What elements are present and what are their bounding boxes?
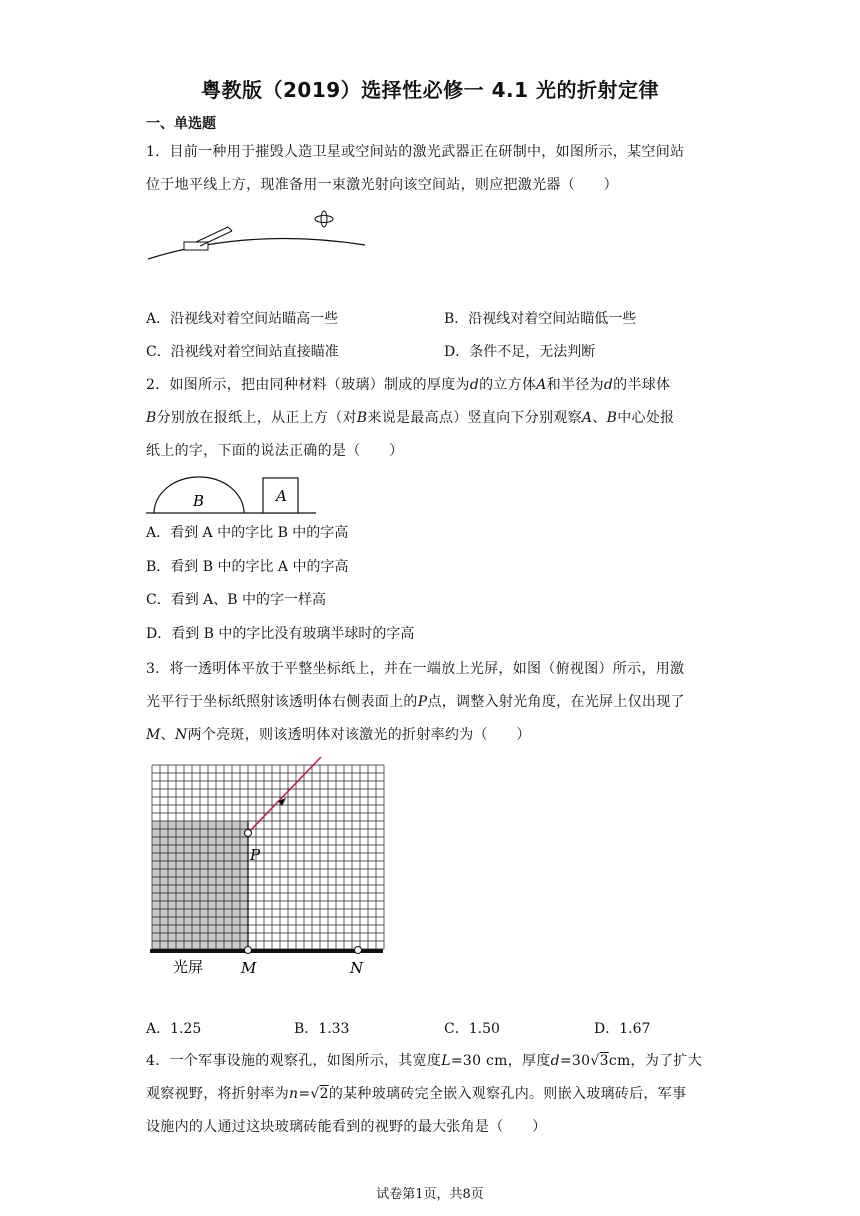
question-1-option-c: C．沿视线对着空间站直接瞄准 xyxy=(146,344,339,360)
question-2-option-d: D．看到 B 中的字比没有玻璃半球时的字高 xyxy=(146,626,415,642)
question-4-line-3: 设施内的人通过这块玻璃砖能看到的视野的最大张角是（ ） xyxy=(146,1119,547,1135)
question-3-line-3: M、N两个亮斑，则该透明体对该激光的折射率约为（ ） xyxy=(146,727,531,743)
label-m: M xyxy=(241,959,257,977)
question-1-figure xyxy=(140,205,370,265)
question-2-option-b: B．看到 B 中的字比 A 中的字高 xyxy=(146,559,349,575)
question-2-line-3: 纸上的字，下面的说法正确的是（ ） xyxy=(146,443,404,459)
label-screen: 光屏 xyxy=(173,958,204,976)
question-3-figure xyxy=(140,760,390,982)
question-2-option-c: C．看到 A、B 中的字一样高 xyxy=(146,592,327,608)
question-4-line-1: 4．一个军事设施的观察孔，如图所示，其宽度L=30 cm，厚度d=30√3cm，为了扩大 xyxy=(146,1053,703,1069)
question-3-option-a: A．1.25 xyxy=(146,1021,202,1037)
question-3-line-1: 3．将一透明体平放于平整坐标纸上，并在一端放上光屏，如图（俯视图）所示，用激 xyxy=(146,661,685,677)
laser-beam xyxy=(248,757,321,833)
question-3-option-d: D．1.67 xyxy=(594,1021,651,1037)
question-3-text xyxy=(146,653,720,752)
question-1-option-d: D．条件不足，无法判断 xyxy=(444,344,596,360)
question-2-figure xyxy=(146,470,321,516)
question-3-line-2: 光平行于坐标纸照射该透明体右侧表面上的P点，调整入射光角度，在光屏上仅出现了 xyxy=(146,694,685,710)
hemisphere-label: B xyxy=(193,492,205,510)
point-m xyxy=(245,947,252,954)
question-2-option-a: A．看到 A 中的字比 B 中的字高 xyxy=(146,525,349,541)
question-4-line-2: 观察视野，将折射率为n=√2的某种玻璃砖完全嵌入观察孔内。则嵌入玻璃砖后，军事 xyxy=(146,1086,687,1102)
point-p xyxy=(245,830,252,837)
question-2-line-1: 2．如图所示，把由同种材料（玻璃）制成的厚度为d的立方体A和半径为d的半球体 xyxy=(146,377,671,393)
question-1-option-b: B．沿视线对着空间站瞄低一些 xyxy=(444,311,637,327)
point-n xyxy=(355,947,362,954)
question-2-text xyxy=(146,369,720,468)
question-1-line-2: 位于地平线上方，现准备用一束激光射向该空间站，则应把激光器（ ） xyxy=(146,177,618,193)
label-p: P xyxy=(250,846,261,864)
question-4-text xyxy=(146,1045,720,1144)
question-1-option-a: A．沿视线对着空间站瞄高一些 xyxy=(146,311,339,327)
cube-label: A xyxy=(276,487,287,505)
question-3-option-b: B．1.33 xyxy=(294,1021,350,1037)
section-heading: 一、单选题 xyxy=(146,116,216,132)
label-n: N xyxy=(350,959,364,977)
page-footer: 试卷第1页，共8页 xyxy=(376,1187,484,1202)
question-1-text xyxy=(146,136,720,202)
question-1-line-1: 1．目前一种用于摧毁人造卫星或空间站的激光武器正在研制中，如图所示，某空间站 xyxy=(146,144,685,160)
question-3-option-c: C．1.50 xyxy=(444,1021,500,1037)
page-title: 粤教版（2019）选择性必修一 4.1 光的折射定律 xyxy=(200,78,660,102)
question-2-line-2: B分别放在报纸上，从正上方（对B来说是最高点）竖直向下分别观察A、B中心处报 xyxy=(146,410,675,426)
